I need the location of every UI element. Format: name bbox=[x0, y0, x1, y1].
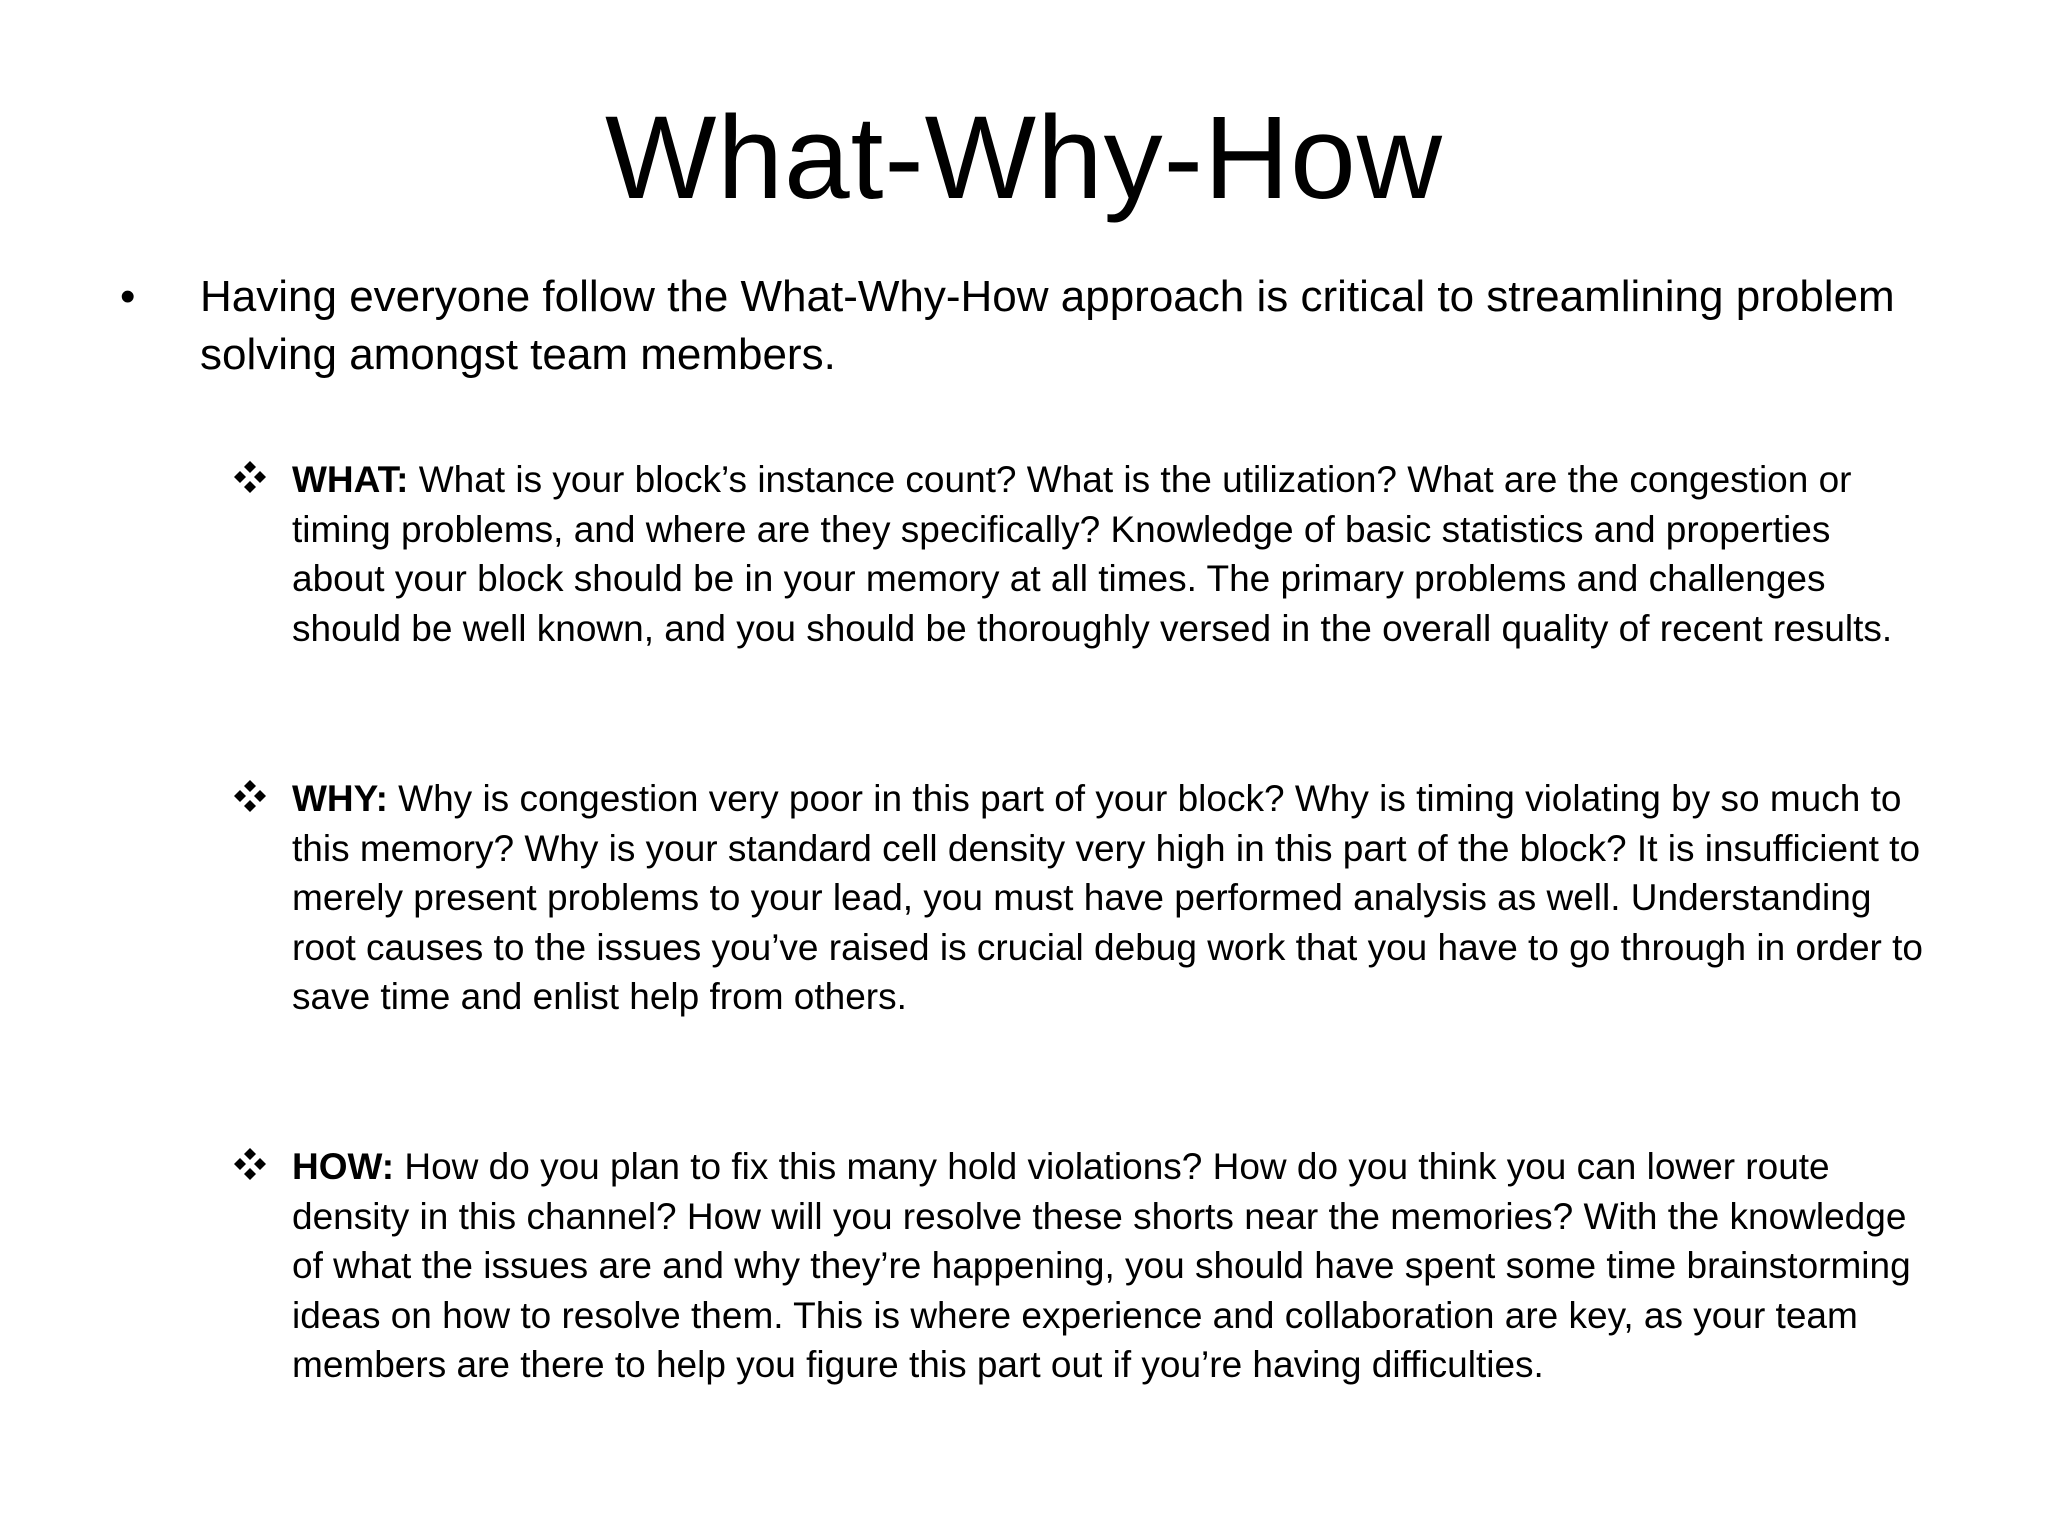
why-label: WHY: bbox=[292, 778, 388, 819]
sub-bullet-how-text bbox=[292, 1142, 1932, 1390]
four-diamond-icon bbox=[232, 459, 268, 495]
four-diamond-icon bbox=[232, 778, 268, 814]
what-label: WHAT: bbox=[292, 459, 409, 500]
sub-bullet-why-text bbox=[292, 774, 1932, 1022]
sub-bullet-what-text bbox=[292, 455, 1932, 653]
why-body: Why is congestion very poor in this part of your block? Why is timing violating by so much to this memory? Why is your standard cell density very high in this part of the block? It is insufficient to merely present problems to your lead, you must have performed analysis as well. Understanding root causes to the issues you’ve raised is crucial debug work that you have to go through in order to save time and enlist help from others. bbox=[292, 778, 1923, 1017]
intro-bullet-text: Having everyone follow the What-Why-How approach is critical to streamlining problem solving amongst team members. bbox=[200, 272, 1895, 379]
how-body: How do you plan to fix this many hold violations? How do you think you can lower route density in this channel? How will you resolve these shorts near the memories? With the knowledge of what the issues are and why they’re happening, you should have spent some time brainstorming ideas on how to resolve them. This is where experience and collaboration are key, as your team members are there to help you figure this part out if you’re having difficulties. bbox=[292, 1146, 1911, 1385]
what-body: What is your block’s instance count? What is the utilization? What are the congestion or timing problems, and where are they specifically? Knowledge of basic statistics and properties about your block should be in your memory at all times. The primary problems and challenges should be well known, and you should be thoroughly versed in the overall quality of recent results. bbox=[292, 459, 1893, 649]
four-diamond-icon bbox=[232, 1146, 268, 1182]
slide-title: What-Why-How bbox=[604, 92, 1444, 224]
bullet-dot: • bbox=[120, 272, 136, 321]
how-label: HOW: bbox=[292, 1146, 395, 1187]
